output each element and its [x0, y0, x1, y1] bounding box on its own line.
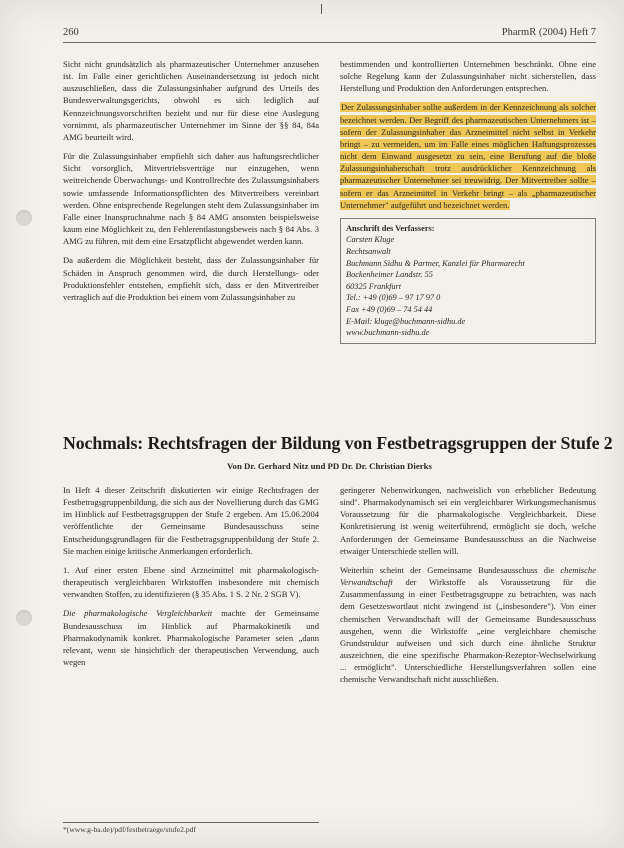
- journal-reference: PharmR (2004) Heft 7: [501, 27, 596, 38]
- paragraph: 1. Auf einer ersten Ebene sind Arzneimittel mit pharmakologisch-therapeutisch vergleichbaren Wirkstoffen insbesondere mit chemisch verwandten Stoffen, zu identifizieren (§ 35 Abs. 1 S. 2 Nr. 2 SGB V).: [63, 564, 319, 600]
- address-line: 60325 Frankfurt: [346, 281, 402, 291]
- binder-hole-bottom: [16, 610, 32, 626]
- article-title: Nochmals: Rechtsfragen der Bildung von Festbetragsgruppen der Stufe 2: [63, 433, 613, 453]
- paragraph: [340, 564, 596, 686]
- paragraph: geringerer Nebenwirkungen, nachweislich von erheblicher Bedeutung sind". Pharmakodynamisch sei ein vergleichbarer Wirkungsmechanismus Voraussetzung für die pharmakologische Vergleichbarkeit. Diese Konkretisierung ist wenig weiterführend, ermöglicht sie doch, welche Anforderungen der Gemeinsame Bundesausschuss an die Nachweise etwaiger Unterschiede stellen will.: [340, 485, 596, 556]
- fold-mark: [321, 4, 322, 14]
- address-title: Anschrift des Verfassers:: [346, 223, 435, 233]
- footnote: *(www.g-ba.de)/pdf/festbetraege/stufe2.pdf: [63, 822, 319, 834]
- emphasis: Die pharmakologische Vergleichbarkeit: [63, 608, 213, 619]
- intro-paragraph: In Heft 4 dieser Zeitschrift diskutierten wir einige Rechtsfragen der Festbetragsgruppenbildung, die sich aus der Novellierung durch das GMG im Hinblick auf Festbetragsgruppen der Stufe 2 ergeben. Am 15.06.2004 veröffentlichte der Gemeinsame Bundesausschuss seine Entscheidungsgrundlagen für die Festbetragsgruppenbildung der Stufe 2. Sie machen einige kritische Anmerkungen erforderlich.: [63, 485, 319, 556]
- paragraph-text: der Wirkstoffe als Voraussetzung für die Zusammenfassung in einer Festbetragsgruppe zu betrachten, was nach dem Gesetzeswortlaut nicht zwingend ist („insbesondere"). Von einer chemischen Verwandtschaft will der Gemeinsame Bundesausschuss ausgehen, wenn die Wirkstoffe „eine vergleichbare chemische Grundstruktur aufweisen und sich durch eine ähnliche Struktur auszeichnen, die eine spezifische Pharmakon-Rezeptor-Wechselwirkung ... ermöglicht". Unterschiedliche Herstellungsverfahren sollen eine chemische Verwandtschaft nicht ausschließen.: [340, 577, 596, 685]
- paragraph: Da außerdem die Möglichkeit besteht, dass der Zulassungsinhaber für Schäden in Anspruch genommen wird, die durch Herstellungs- oder Produktionsfehler entstehen, empfiehlt sich, dass er den Mitvertreiber vertraglich auf die Produktion bei einem vom Zulassungsinhaber zu: [63, 255, 319, 302]
- article-left-column: [63, 484, 319, 814]
- address-line: Tel.: +49 (0)69 – 97 17 97 0: [346, 293, 441, 303]
- address-line: Carsten Kluge: [346, 235, 395, 245]
- binder-hole-top: [16, 210, 32, 226]
- article-right-column: [340, 484, 596, 814]
- address-line: www.buchmann-sidhu.de: [346, 328, 430, 338]
- address-line: Bockenheimer Landstr. 55: [346, 270, 433, 280]
- address-line: E-Mail: kluge@buchmann-sidhu.de: [346, 316, 466, 326]
- article-byline: Von Dr. Gerhard Nitz und PD Dr. Dr. Christian Dierks: [227, 461, 432, 471]
- running-header: [63, 27, 596, 43]
- previous-article-end: [63, 58, 596, 423]
- paragraph-lead: Weiterhin scheint der Gemeinsame Bundesausschuss die: [340, 564, 561, 575]
- address-line: Fax +49 (0)69 – 74 54 44: [346, 305, 433, 315]
- paragraph-text: machte der Gemeinsame Bundesausschuss im Hinblick auf Pharmakokinetik und Pharmakodynamik konkret. Pharmakologische Parameter seien „dann relevant, wenn sie hinsichtlich der therapeutischen Verwendung, auch wegen: [63, 608, 319, 668]
- paragraph: Sicht nicht grundsätzlich als pharmazeutischer Unternehmer anzusehen ist. Im Falle einer gerichtlichen Auseinandersetzung ist jedoch nicht auszuschließen, dass die Zulassungsinhaber aufgrund des Urteils des Bundesverwaltungsgerichts, obwohl es sich lediglich auf Kennzeichnungsvorschriften bezieht und nur für diese eine Auslegung vornimmt, als pharmazeutischer Unternehmer im Sinne der §§ 84, 84a AMG beurteilt wird.: [63, 59, 319, 142]
- top-right-column: [340, 58, 596, 423]
- emphasis: chemische Verwandtschaft: [340, 564, 596, 588]
- paragraph: Für die Zulassungsinhaber empfiehlt sich daher aus haftungsrechtlicher Sicht vorsorglich, Mitvertriebsverträge nur einzugehen, wenn weitreichende Überwachungs- und Kontrollrechte des Zulassungsinhabers sowie umfassende Informationspflichten des Mitvertreibers vereinbart werden. Ohne entsprechende Regelungen steht dem Zulassungsinhaber im Falle einer Inanspruchnahme nach § 84 AMG ansonsten beispielsweise kaum eine Möglichkeit zu, den Fehlerentlastungsbeweis nach § 84 Abs. 3 AMG zu führen, mit dem eine Ersatzpflicht abgewendet werden kann.: [63, 151, 319, 247]
- page-number: 260: [63, 27, 79, 38]
- article-body: [63, 484, 596, 814]
- highlighted-text: Der Zulassungsinhaber sollte außerdem in der Kennzeichnung als solcher bezeichnet werden. Der Begriff des pharmazeutischen Unternehmers ist – sofern der Zulassungsinhaber das Arzneimittel nicht selbst in Verkehr bringt – zu vermeiden, um im Falle eines möglichen Haftungsprozesses nicht dem Einwand ausgesetzt zu sein, eine Berufung auf die bloße Zulassungsinhaberschaft trotz ausdrücklicher Kennzeichnung als pharmazeutischer Unternehmer sei treuwidrig. Der Mitvertreiber sollte – sofern er das Arzneimittel in Verkehr bringt – als „pharmazeutischer Unternehmer" aufgeführt und bezeichnet werden.: [340, 102, 596, 210]
- address-line: Buchmann Sidhu & Partner, Kanzlei für Pharmarecht: [346, 258, 525, 268]
- highlighted-paragraph: [340, 101, 596, 210]
- address-line: Rechtsanwalt: [346, 247, 391, 257]
- top-left-column: [63, 58, 319, 423]
- paragraph: [63, 607, 319, 668]
- paragraph: bestimmenden und kontrollierten Unternehmen beschränkt. Ohne eine solche Regelung kann der Zulassungsinhaber nicht sicherstellen, dass Herstellung und Produktion den Anforderungen entsprechen.: [340, 59, 596, 94]
- author-address-box: [340, 218, 596, 344]
